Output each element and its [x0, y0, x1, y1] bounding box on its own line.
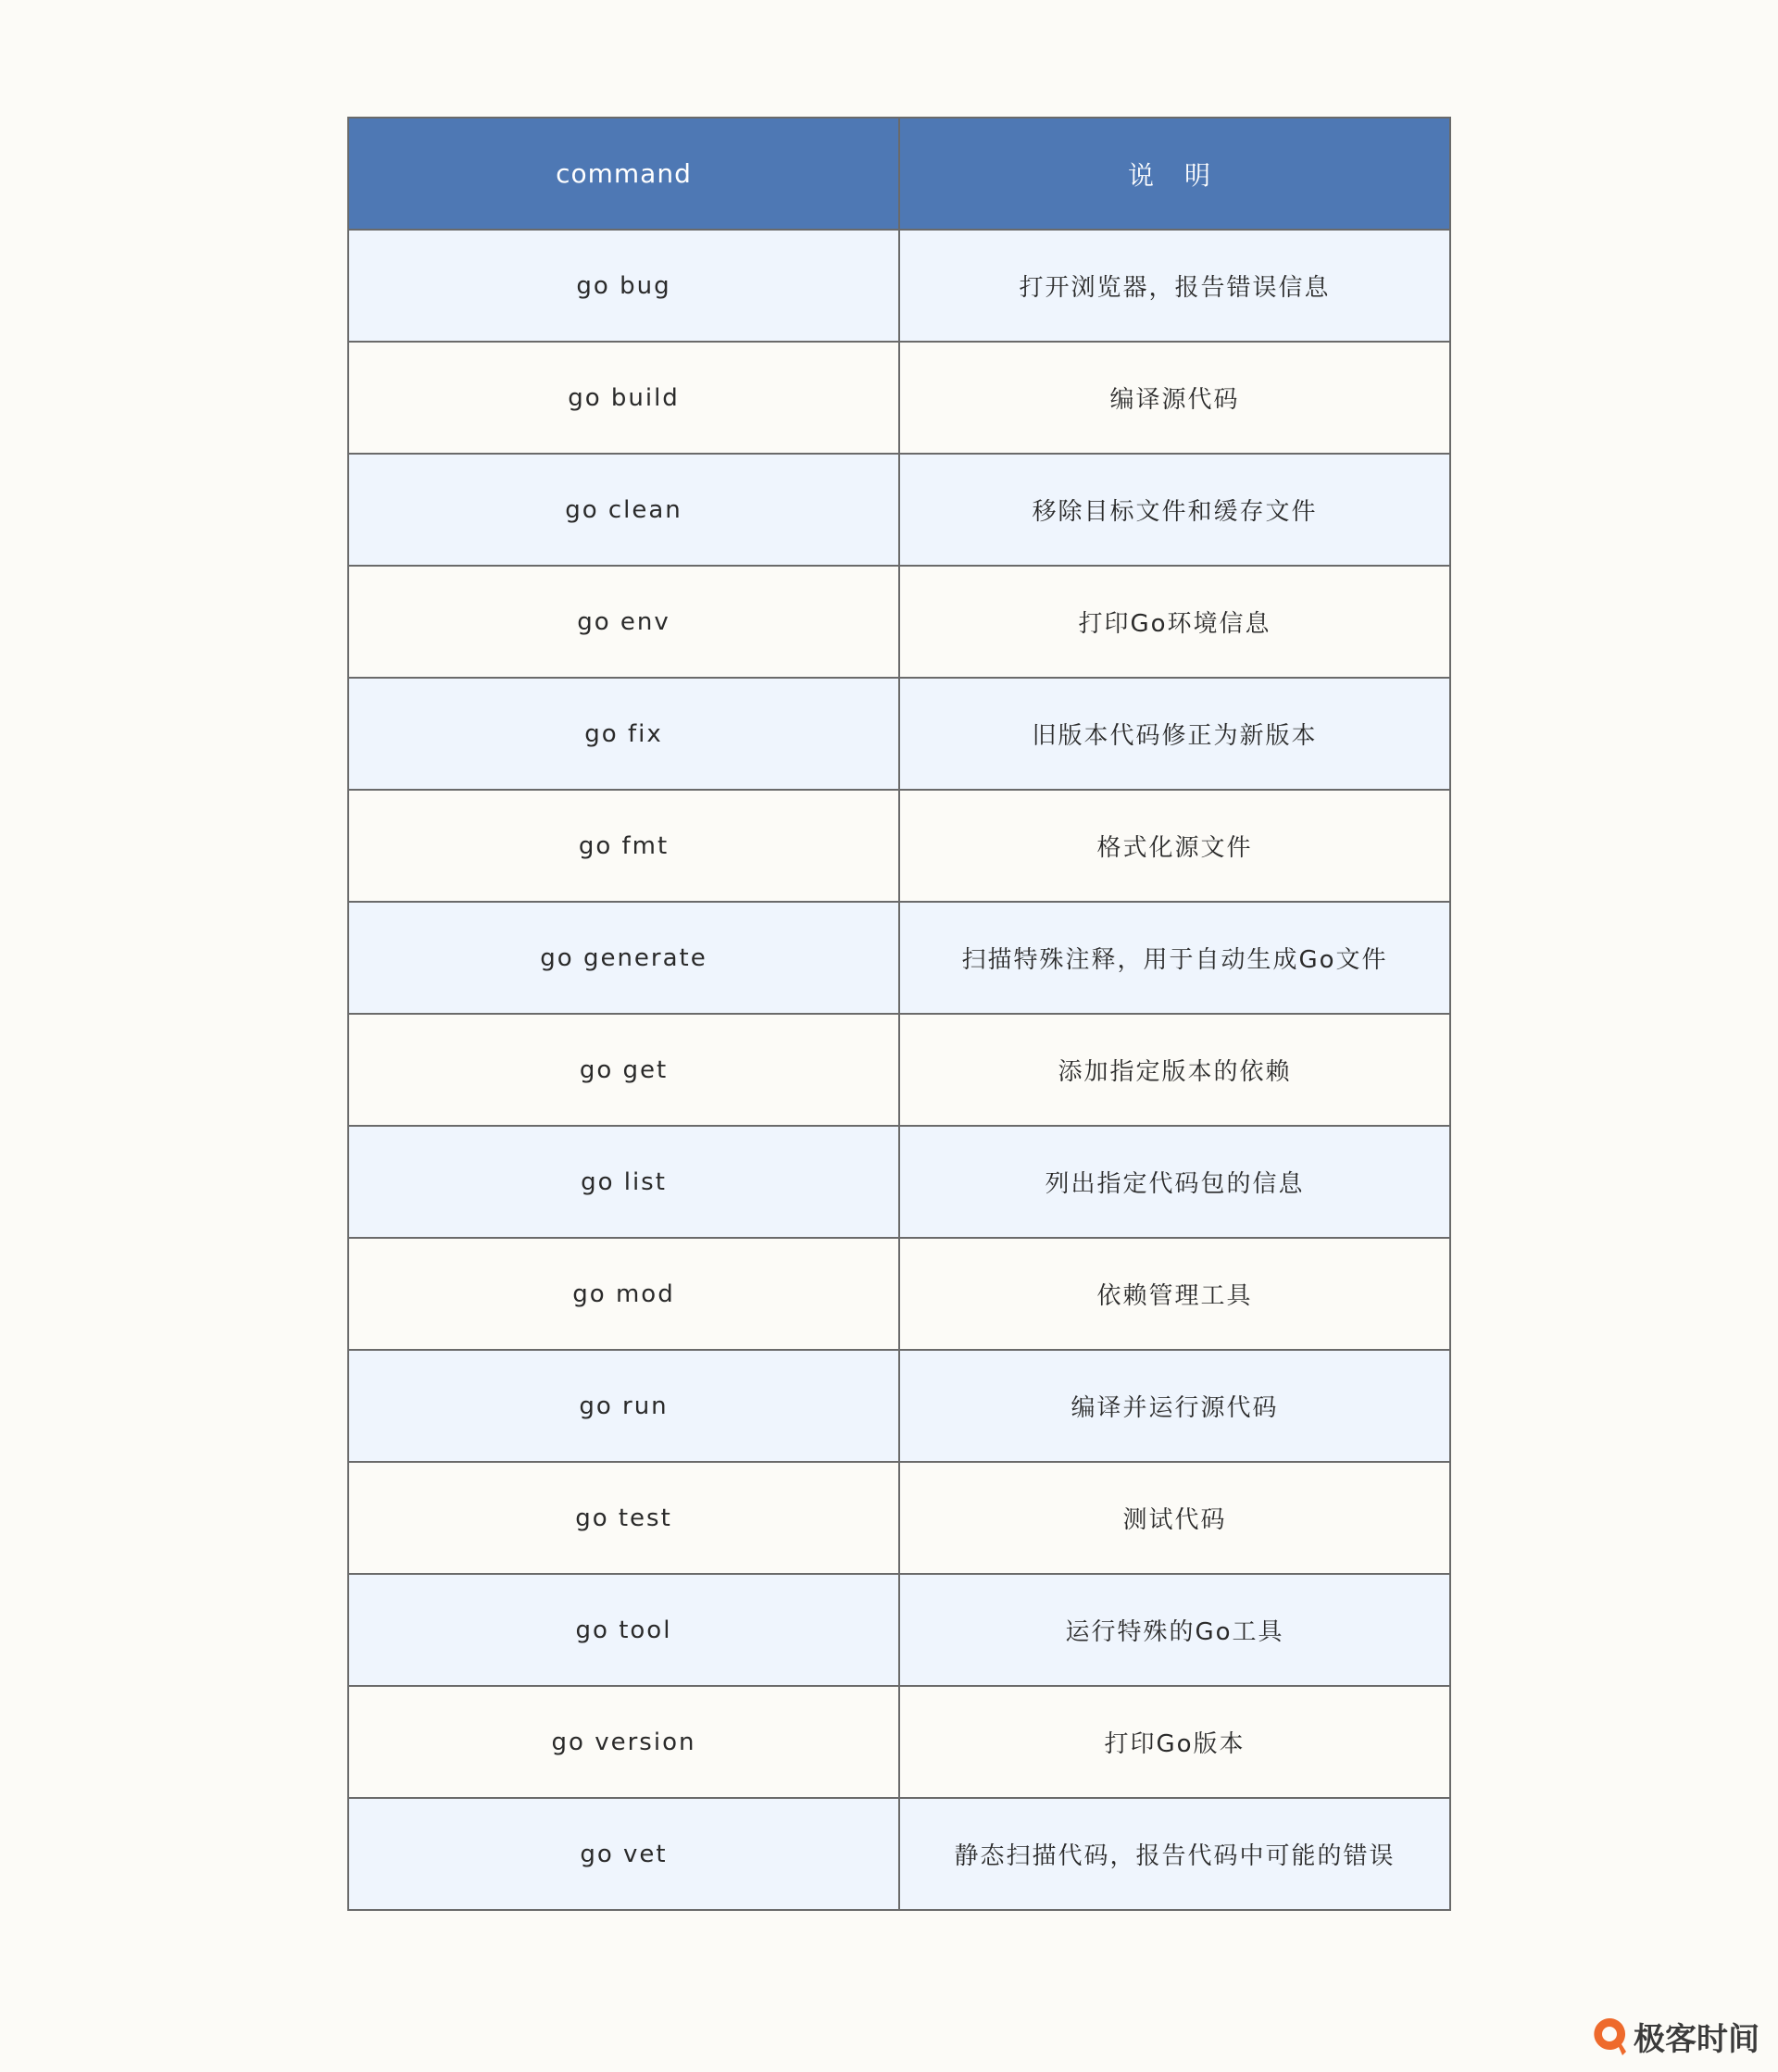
- table-row: [348, 1238, 1450, 1350]
- brand-watermark: [1591, 2014, 1759, 2059]
- table-row: [348, 678, 1450, 790]
- description-cell: 打印Go版本: [899, 1686, 1450, 1798]
- command-cell: go fix: [348, 678, 899, 790]
- command-cell: go clean: [348, 454, 899, 566]
- table-row: [348, 1798, 1450, 1910]
- table-row: [348, 1126, 1450, 1238]
- description-cell: 添加指定版本的依赖: [899, 1014, 1450, 1126]
- table-body: [348, 230, 1450, 1910]
- command-cell: go test: [348, 1462, 899, 1574]
- command-cell: go build: [348, 342, 899, 454]
- command-cell: go mod: [348, 1238, 899, 1350]
- table-row: [348, 566, 1450, 678]
- description-cell: 打开浏览器，报告错误信息: [899, 230, 1450, 342]
- description-cell: 旧版本代码修正为新版本: [899, 678, 1450, 790]
- description-cell: 测试代码: [899, 1462, 1450, 1574]
- table-row: [348, 1574, 1450, 1686]
- header-description: 说 明: [899, 118, 1450, 230]
- table-header-row: [348, 118, 1450, 230]
- command-cell: go get: [348, 1014, 899, 1126]
- table-row: [348, 342, 1450, 454]
- description-cell: 静态扫描代码，报告代码中可能的错误: [899, 1798, 1450, 1910]
- table-row: [348, 1462, 1450, 1574]
- description-cell: 扫描特殊注释，用于自动生成Go文件: [899, 902, 1450, 1014]
- description-cell: 打印Go环境信息: [899, 566, 1450, 678]
- command-cell: go bug: [348, 230, 899, 342]
- command-cell: go fmt: [348, 790, 899, 902]
- description-cell: 移除目标文件和缓存文件: [899, 454, 1450, 566]
- description-cell: 列出指定代码包的信息: [899, 1126, 1450, 1238]
- description-cell: 格式化源文件: [899, 790, 1450, 902]
- command-cell: go run: [348, 1350, 899, 1462]
- description-cell: 运行特殊的Go工具: [899, 1574, 1450, 1686]
- header-command: command: [348, 118, 899, 230]
- command-cell: go generate: [348, 902, 899, 1014]
- command-cell: go env: [348, 566, 899, 678]
- command-cell: go list: [348, 1126, 899, 1238]
- command-cell: go version: [348, 1686, 899, 1798]
- geektime-logo-icon: [1591, 2016, 1628, 2057]
- brand-name: 极客时间: [1634, 2021, 1759, 2058]
- command-cell: go vet: [348, 1798, 899, 1910]
- table-row: [348, 902, 1450, 1014]
- table-row: [348, 1686, 1450, 1798]
- description-cell: 编译源代码: [899, 342, 1450, 454]
- command-cell: go tool: [348, 1574, 899, 1686]
- description-cell: 依赖管理工具: [899, 1238, 1450, 1350]
- table-row: [348, 230, 1450, 342]
- table-row: [348, 790, 1450, 902]
- description-cell: 编译并运行源代码: [899, 1350, 1450, 1462]
- table-row: [348, 1350, 1450, 1462]
- table-row: [348, 454, 1450, 566]
- table-row: [348, 1014, 1450, 1126]
- commands-table: [347, 117, 1451, 1911]
